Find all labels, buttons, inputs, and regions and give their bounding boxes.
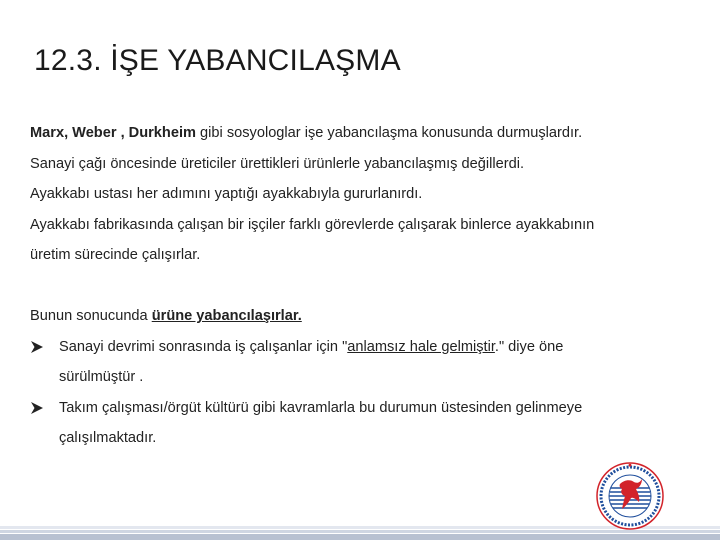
paragraph-3: Ayakkabı ustası her adımını yaptığı ayakkabıyla gururlanırdı.: [30, 186, 423, 202]
sociologist-names: Marx, Weber , Durkheim: [30, 125, 196, 141]
paragraph-2: Sanayi çağı öncesinde üreticiler ürettikleri ürünlerle yabancılaşmış değillerdi.: [30, 155, 524, 172]
slide-title: 12.3. İŞE YABANCILAŞMA: [34, 44, 401, 77]
paragraph-1: [30, 118, 690, 149]
paragraph-4-line-2: üretim sürecinde çalışırlar.: [30, 247, 201, 263]
arrowhead-bullet-icon: [30, 340, 44, 354]
paragraph-1-text: gibi sosyologlar işe yabancılaşma konusunda durmuşlardır.: [196, 125, 583, 141]
spacer: [30, 271, 690, 302]
bullet-1-after: ." diye öne: [494, 338, 564, 355]
bullet-1-underlined: anlamsız hale gelmiştir: [347, 338, 495, 355]
paragraph-5: [30, 301, 690, 332]
bullet-2-line-2: çalışılmaktadır.: [59, 430, 157, 446]
paragraph-4-line-1: Ayakkabı fabrikasında çalışan bir işçiler farklı görevlerde çalışarak binlerce ayakkabının: [30, 216, 595, 233]
bullet-2-line-1: Takım çalışması/örgüt kültürü gibi kavramlarla bu durumun üstesinden gelinmeye: [59, 399, 583, 416]
bullet-item-1: [30, 332, 690, 393]
university-logo-icon: [596, 462, 664, 530]
arrowhead-bullet-icon: [30, 401, 44, 415]
bullet-1-line-1: [59, 332, 690, 363]
bullet-item-2: [30, 393, 690, 454]
bullet-1-line-2: sürülmüştür .: [59, 369, 144, 385]
paragraph-5-lead: Bunun sonucunda: [30, 308, 152, 324]
bullet-1-before: Sanayi devrimi sonrasında iş çalışanlar için ": [59, 338, 348, 355]
paragraph-5-emphasis: ürüne yabancılaşırlar.: [151, 308, 302, 324]
slide-body: [30, 118, 690, 454]
